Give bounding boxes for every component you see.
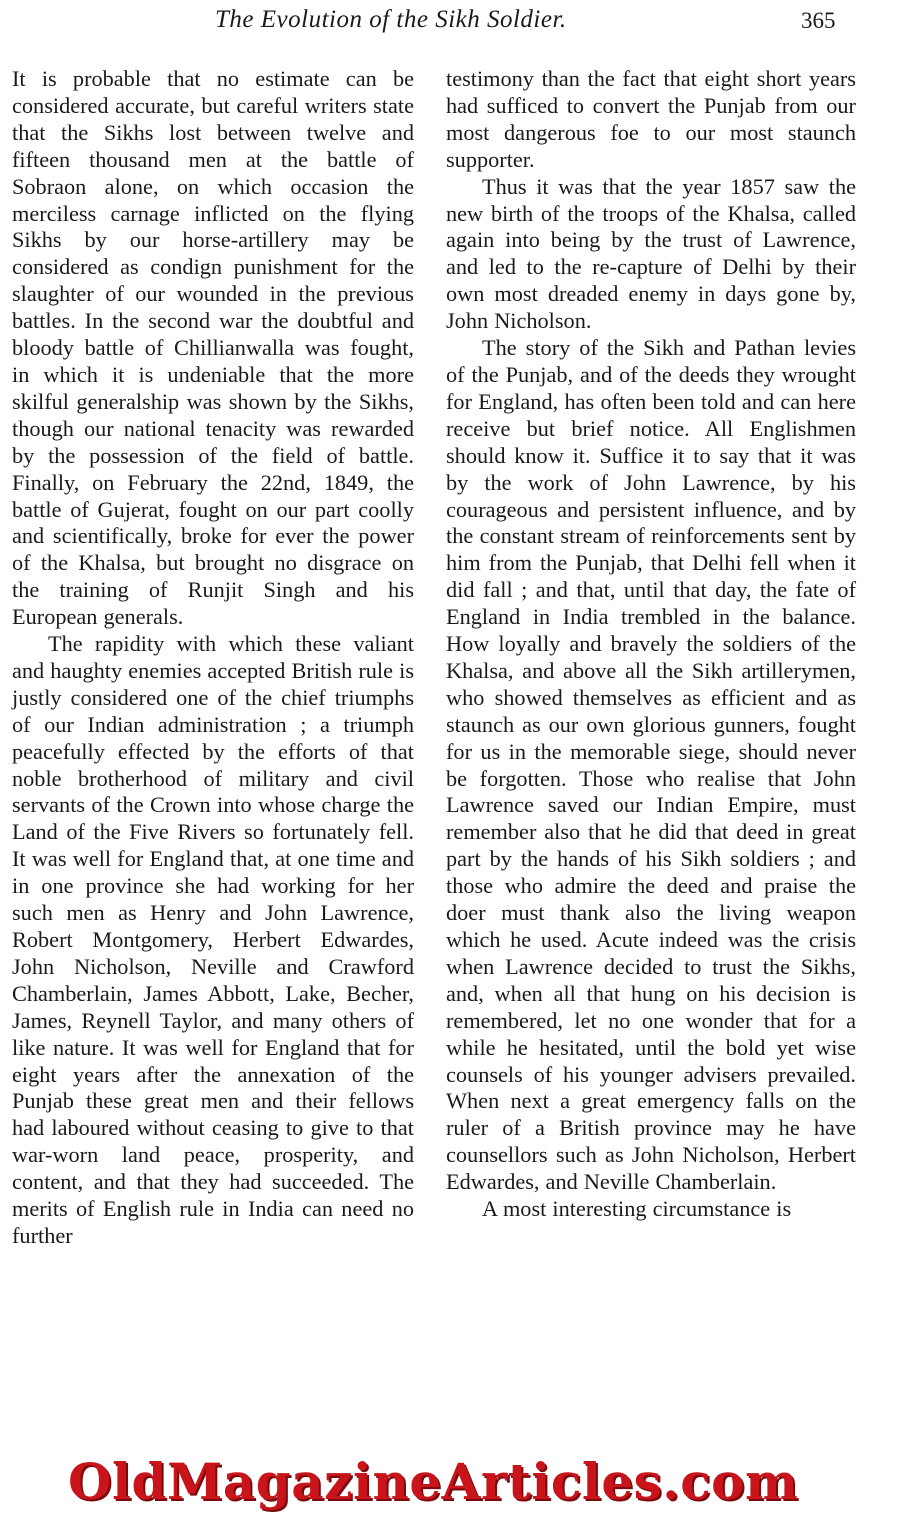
paragraph: Thus it was that the year 1857 saw the new birth of the troops of the Khalsa, called again into being by the trust of Lawrence, and led to the re-capture of Delhi by their own most dreaded enemy in days gone by, John Nicholson. xyxy=(446,173,856,334)
paragraph: The story of the Sikh and Pathan levies of the Punjab, and of the deeds they wrought for England, has often been told and can here receive but brief notice. All Englishmen should know it. Suffice it to say that it was by the work of John Lawrence, by his courageous and persistent influence, and by the constant stream of reinforcements sent by him from the Punjab, that Delhi fell when it did fall ; and that, until that day, the fate of England in India trembled in the balance. How loyally and bravely the soldiers of the Khalsa, and above all the Sikh artillerymen, who showed themselves as efficient and as staunch as our own glorious gunners, fought for us in the memorable siege, should never be forgotten. Those who realise that John Lawrence saved our Indian Empire, must remember also that he did that deed in great part by the hands of his Sikh soldiers ; and those who admire the deed and praise the doer must thank also the living weapon which he used. Acute indeed was the crisis when Lawrence decided to trust the Sikhs, and, when all that hung on his decision is remembered, let no one wonder that for a while he hesitated, until the bold yet wise counsels of his younger advisers prevailed. When next a great emergency falls on the ruler of a British province may he have counsellors such as John Nicholson, Herbert Edwardes, and Neville Chamberlain. xyxy=(446,335,856,1195)
page-header xyxy=(0,6,900,40)
paragraph: The rapidity with which these valiant and haughty enemies accepted British rule is justly considered one of the chief triumphs of our Indian administration ; a triumph peacefully effected by the efforts of that noble brotherhood of military and civil servants of the Crown into whose charge the Land of the Five Rivers so fortunately fell. It was well for England that, at one time and in one province she had working for her such men as Henry and John Lawrence, Robert Montgomery, Herbert Edwardes, John Nicholson, Neville and Crawford Chamberlain, James Abbott, Lake, Becher, James, Reynell Taylor, and many others of like nature. It was well for England that for eight years after the annexation of the Punjab these great men and their fellows had laboured without ceasing to give to that war-worn land peace, prosperity, and content, and that they had succeeded. The merits of English rule in India can need no further xyxy=(12,631,414,1248)
paragraph: testimony than the fact that eight short years had sufficed to convert the Punjab from our most dangerous foe to our most staunch supporter. xyxy=(446,66,856,172)
paragraph: A most interesting circumstance is xyxy=(482,1196,792,1222)
page-number: 365 xyxy=(801,8,836,33)
site-watermark xyxy=(0,1450,900,1522)
right-column xyxy=(446,66,856,1223)
paragraph: It is probable that no estimate can be considered accurate, but careful writers state that the Sikhs lost between twelve and fifteen thousand men at the battle of Sobraon alone, on which occasion the merciless carnage inflicted on the flying Sikhs by our horse-artillery may be considered as condign punishment for the slaughter of our wounded in the previous battles. In the second war the doubtful and bloody battle of Chillianwalla was fought, in which it is undeniable that the more skilful generalship was shown by the Sikhs, though our national tenacity was rewarded by the possession of the field of battle. Finally, on February the 22nd, 1849, the battle of Gujerat, fought on our part coolly and scientifically, broke for ever the power of the Khalsa, but brought no disgrace on the training of Runjit Singh and his European generals. xyxy=(12,66,414,630)
running-title: The Evolution of the Sikh Soldier. xyxy=(215,6,567,33)
article-body xyxy=(0,66,900,1414)
left-column xyxy=(12,66,414,1250)
site-watermark-text: OldMagazineArticles.com xyxy=(68,1452,799,1511)
